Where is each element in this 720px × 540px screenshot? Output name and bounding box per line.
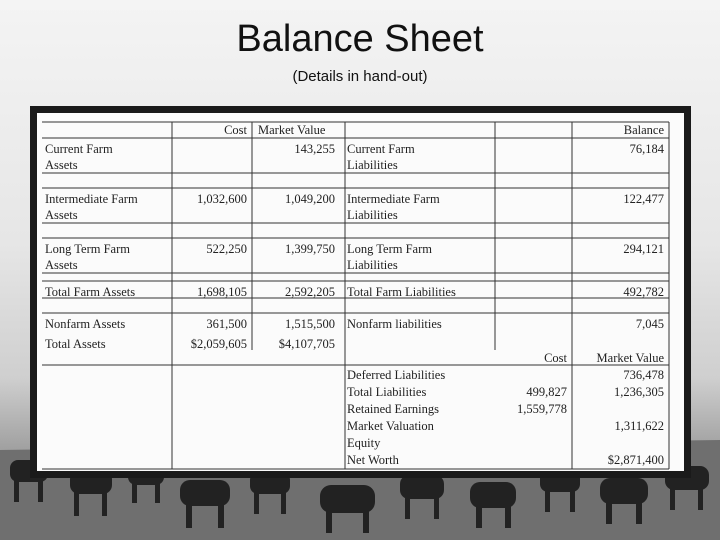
asset-label: Assets (45, 208, 78, 222)
asset-market-value: 143,255 (294, 142, 335, 156)
asset-label: Intermediate Farm (45, 192, 138, 206)
equity-market-value: 1,311,622 (614, 419, 664, 433)
liability-label: Long Term Farm (347, 242, 432, 256)
asset-market-value: 1,049,200 (285, 192, 335, 206)
equity-cost-header: Cost (544, 351, 567, 365)
liability-balance-value: 294,121 (623, 242, 664, 256)
equity-label: Deferred Liabilities (347, 368, 446, 382)
liability-label: Liabilities (347, 258, 398, 272)
assets-cost-header: Cost (224, 123, 247, 137)
liability-balance-value: 7,045 (635, 317, 664, 331)
equity-label: Retained Earnings (347, 402, 439, 416)
equity-market-header: Market Value (596, 351, 664, 365)
slide-title: Balance Sheet (236, 18, 484, 60)
asset-cost-value: 361,500 (206, 317, 247, 331)
asset-label: Assets (45, 158, 78, 172)
asset-label: Total Farm Assets (45, 285, 136, 299)
liability-label: Total Farm Liabilities (347, 285, 456, 299)
liabilities-balance-header: Balance (623, 123, 664, 137)
equity-label: Equity (347, 436, 381, 450)
liability-label: Nonfarm liabilities (347, 317, 442, 331)
equity-market-value: $2,871,400 (607, 453, 664, 467)
balance-sheet-table (37, 113, 684, 471)
asset-label: Current Farm (45, 142, 113, 156)
liability-label: Current Farm (347, 142, 415, 156)
asset-label: Total Assets (45, 337, 106, 351)
asset-cost-value: 1,032,600 (197, 192, 247, 206)
liability-balance-value: 122,477 (623, 192, 664, 206)
liability-label: Intermediate Farm (347, 192, 440, 206)
equity-label: Net Worth (347, 453, 399, 467)
liability-label: Liabilities (347, 208, 398, 222)
equity-cost-value: 1,559,778 (517, 402, 567, 416)
equity-label: Market Valuation (347, 419, 434, 433)
equity-cost-value: 499,827 (526, 385, 567, 399)
asset-market-value: 1,399,750 (285, 242, 335, 256)
liability-label: Liabilities (347, 158, 398, 172)
equity-market-value: 1,236,305 (614, 385, 664, 399)
liability-balance-value: 76,184 (629, 142, 664, 156)
asset-label: Long Term Farm (45, 242, 130, 256)
asset-market-value: $4,107,705 (278, 337, 335, 351)
asset-market-value: 2,592,205 (285, 285, 335, 299)
asset-cost-value: 522,250 (206, 242, 247, 256)
asset-cost-value: 1,698,105 (197, 285, 247, 299)
asset-cost-value: $2,059,605 (190, 337, 247, 351)
asset-label: Nonfarm Assets (45, 317, 126, 331)
balance-sheet-panel (30, 106, 691, 478)
slide-subtitle: (Details in hand-out) (292, 68, 428, 85)
equity-label: Total Liabilities (347, 385, 427, 399)
equity-market-value: 736,478 (623, 368, 664, 382)
asset-market-value: 1,515,500 (285, 317, 335, 331)
liability-balance-value: 492,782 (623, 285, 664, 299)
balance-sheet-paper (37, 113, 684, 471)
asset-label: Assets (45, 258, 78, 272)
assets-market-header: Market Value (258, 123, 326, 137)
